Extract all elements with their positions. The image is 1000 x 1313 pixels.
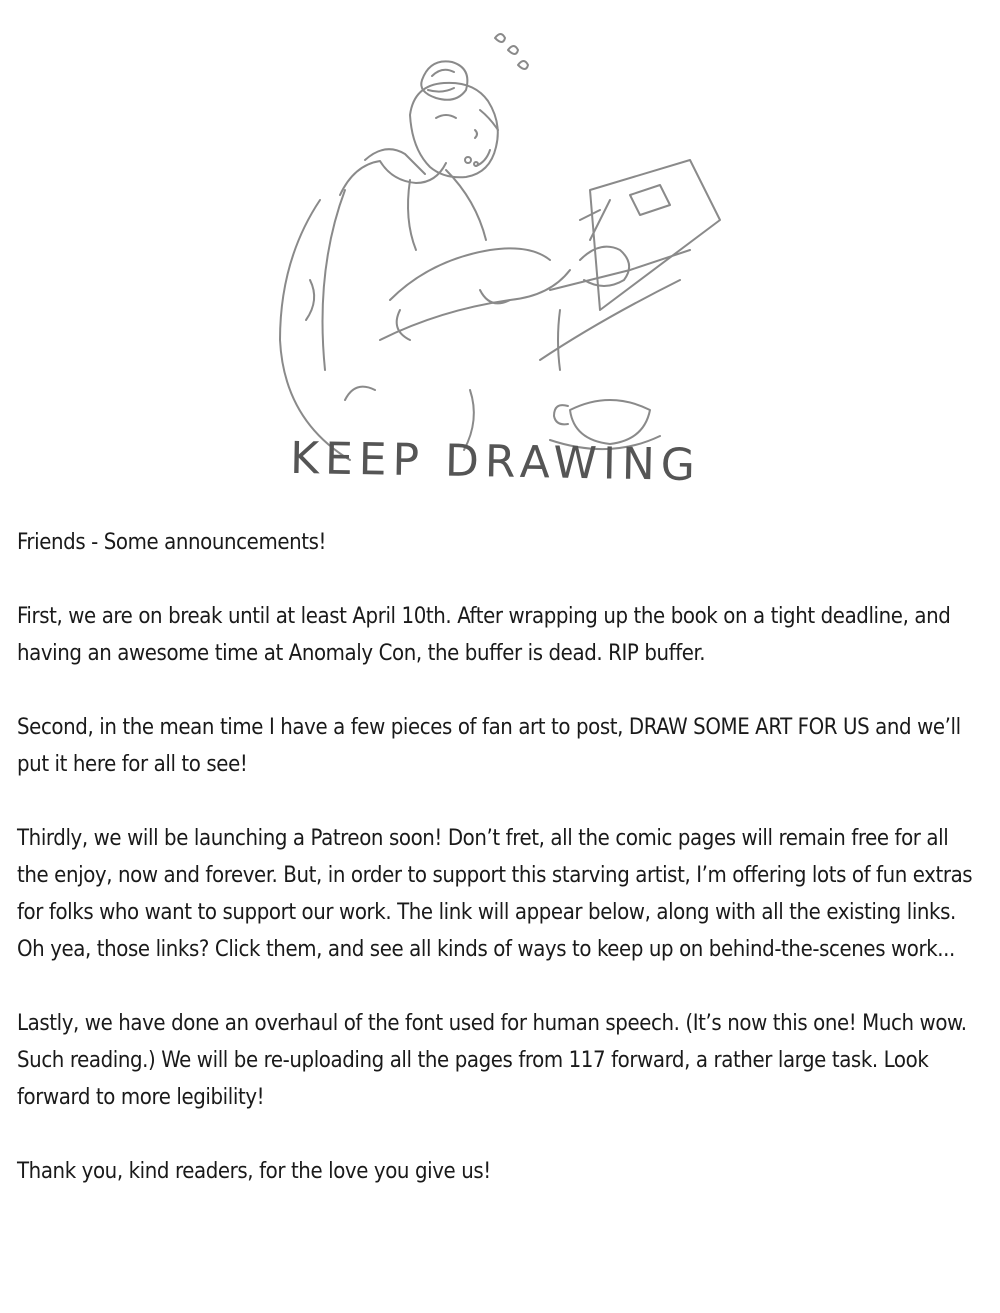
- post-closing: Thank you, kind readers, for the love you give us!: [17, 1159, 491, 1184]
- post-paragraph-patreon: Thirdly, we will be launching a Patreon soon! Don’t fret, all the comic pages will remain free for all the enjoy, now and forever. But, in order to support this starving artist, I’m offering lots of fun extras for folks who want to support our work. The link will appear below, along with all the existing links. Oh yea, those links? Click them, and see all kinds of ways to keep up on behind-the-scenes work...: [17, 826, 973, 962]
- sketch-illustration: [250, 10, 750, 500]
- artist-sketch-drawing: [250, 10, 750, 500]
- sketch-caption: KEEP DRAWING: [289, 432, 702, 492]
- post-paragraph-font-update: Lastly, we have done an overhaul of the font used for human speech. (It’s now this one! Much wow. Such reading.) We will be re-uploading all the pages from 117 forward, a rather large task. Look forward to more legibility!: [17, 1011, 967, 1110]
- announcement-post: [17, 524, 983, 1227]
- post-paragraph-break-notice: First, we are on break until at least April 10th. After wrapping up the book on a tight deadline, and having an awesome time at Anomaly Con, the buffer is dead. RIP buffer.: [17, 604, 951, 666]
- post-greeting: Friends - Some announcements!: [17, 530, 327, 555]
- post-paragraph-fan-art: Second, in the mean time I have a few pieces of fan art to post, DRAW SOME ART FOR US and we’ll put it here for all to see!: [17, 715, 961, 777]
